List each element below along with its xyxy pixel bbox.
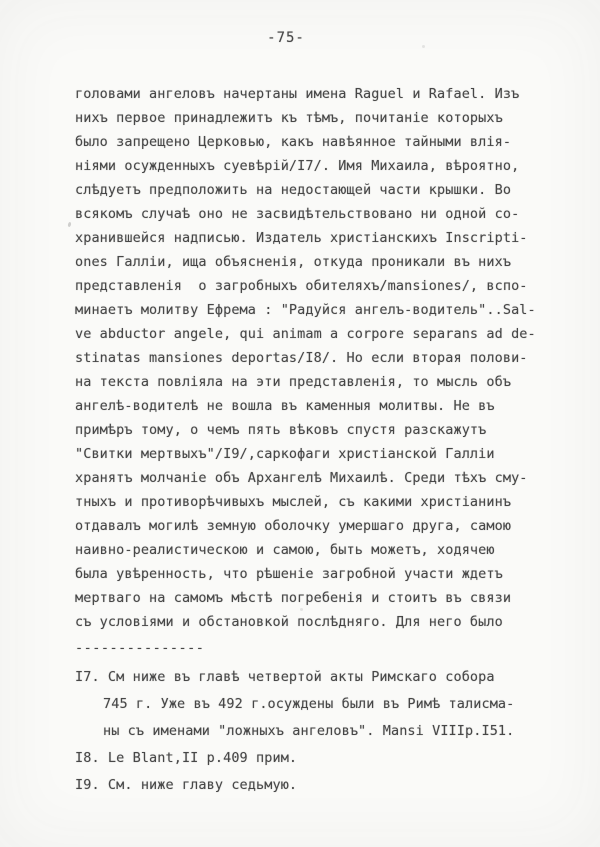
footnote-separator: ---------------	[75, 640, 205, 656]
scan-speck	[67, 222, 71, 228]
text-line: нихъ первое принадлежитъ къ тѣмъ, почитаніе которыхъ	[75, 110, 503, 126]
text-line: слѣдуетъ предположить на недостающей части крышки. Во	[75, 182, 512, 198]
main-text-block	[75, 82, 565, 799]
footnote-line: I8. Le Blant,II p.409 прим.	[75, 750, 298, 766]
text-line: съ условіями и обстановкой послѣдняго. Для него было	[75, 614, 503, 630]
page-number: -75-	[267, 30, 305, 46]
text-line: на текста повліяла на эти представленія, то мысль объ	[75, 374, 512, 390]
text-line: наивно-реалистическою и самою, быть можетъ, ходячею	[75, 542, 495, 558]
text-line: отдавалъ могилѣ земную оболочку умершаго друга, самою	[75, 518, 512, 534]
footnotes-block	[75, 664, 565, 799]
text-line: представленія о загробныхъ обителяхъ/mansiones/, вспо-	[75, 278, 528, 294]
text-line: была увѣренность, что рѣшеніе загробной участи ждетъ	[75, 566, 503, 582]
text-line: хранившейся надписью. Издатель христіанскихъ Inscripti-	[75, 230, 528, 246]
text-line: было запрещено Церковью, какъ навѣянное тайными влія-	[75, 134, 512, 150]
text-line: ones Галліи, ища объясненія, откуда проникали въ нихъ	[75, 254, 512, 270]
text-line: тныхъ и противорѣчивыхъ мыслей, съ какими христіанинъ	[75, 494, 512, 510]
scan-speck	[422, 45, 425, 48]
text-line: stinatas mansiones deportas/I8/. Но если вторая полови-	[75, 350, 528, 366]
text-line: минаетъ молитву Ефрема : "Радуйся ангелъ-водитель"..Sal-	[75, 302, 536, 318]
text-line: мертваго на самомъ мѣстѣ погребенія и стоитъ въ связи	[75, 590, 512, 606]
text-line: всякомъ случаѣ оно не засвидѣтельствовано ни одной со-	[75, 206, 520, 222]
footnote-line: 745 г. Уже въ 492 г.осуждены были въ Римѣ талисма-	[103, 696, 515, 712]
scan-speck	[300, 608, 303, 611]
text-line: хранятъ молчаніе объ Архангелѣ Михаилѣ. Среди тѣхъ сму-	[75, 470, 528, 486]
text-line: ve abductor angele, qui animam a corpore separans ad de-	[75, 326, 536, 342]
footnote-line: I9. См. ниже главу седьмую.	[75, 777, 298, 793]
text-line: головами ангеловъ начертаны имена Raguel и Rafael. Изъ	[75, 86, 520, 102]
footnote-line: I7. См ниже въ главѣ четвертой акты Римскаго собора	[75, 669, 495, 685]
text-line: примѣръ тому, о чемъ пять вѣковъ спустя разскажутъ	[75, 422, 487, 438]
text-line: ангелѣ-водителѣ не вошла въ каменныя молитвы. Не въ	[75, 398, 495, 414]
text-line: "Свитки мертвыхъ"/I9/,саркофаги христіанской Галліи	[75, 446, 495, 462]
text-line: ніями осужденныхъ суевѣрій/I7/. Имя Михаила, вѣроятно,	[75, 158, 520, 174]
footnote-line: ны съ именами "ложныхъ ангеловъ". Mansi VIIIp.I51.	[103, 723, 515, 739]
